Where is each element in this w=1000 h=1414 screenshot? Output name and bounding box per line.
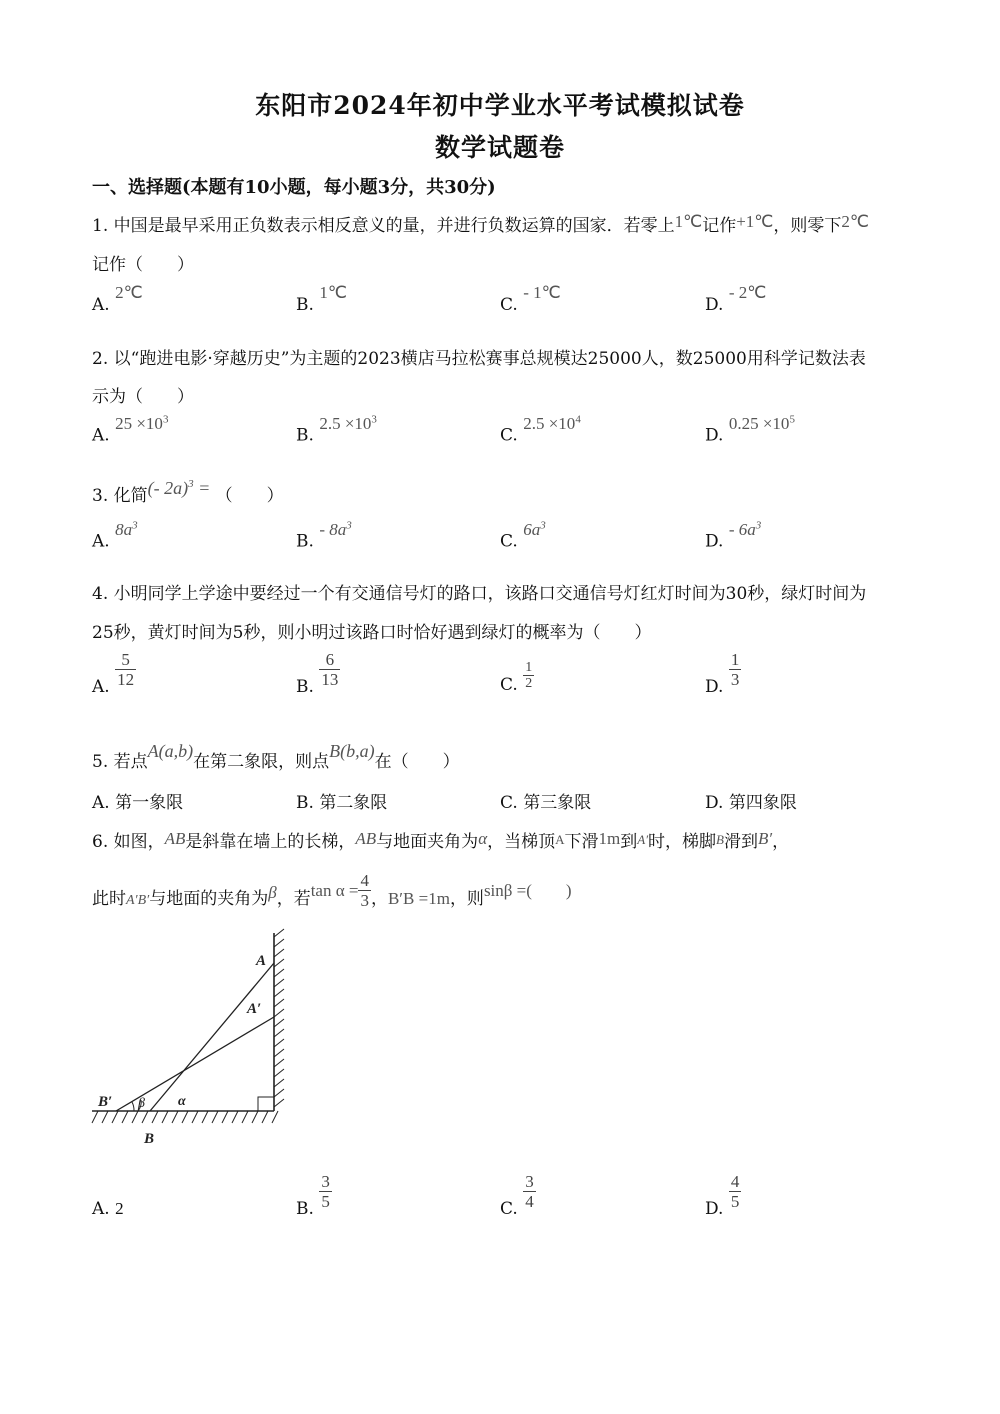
option-value: - 1℃ (523, 283, 561, 302)
fraction (729, 1172, 742, 1211)
q1-option-c[interactable] (500, 283, 561, 315)
q6-text: 与地面的夹角为 (149, 889, 269, 909)
question-6-line2 (92, 862, 572, 912)
q6-option-d[interactable] (705, 1172, 741, 1219)
q6-text: 6. 如图， (92, 832, 165, 852)
option-label: C. (500, 531, 518, 552)
option-exponent: 5 (789, 413, 795, 425)
option-label: D. (705, 677, 724, 697)
option-label: D. (705, 793, 724, 813)
q1-text-a: 1. 中国是最早采用正负数表示相反意义的量，并进行负数运算的国家．若零上 (92, 216, 675, 236)
option-label: D. (705, 531, 724, 552)
option-value: 第二象限 (319, 793, 388, 813)
option-label: D. (705, 1199, 724, 1219)
option-exponent: 3 (371, 413, 377, 425)
option-exponent: 3 (755, 519, 762, 531)
option-base: 2.5 ×10 (319, 413, 372, 433)
q2-option-a[interactable] (92, 413, 168, 446)
question-2-line2: 示为（ ） (92, 387, 194, 407)
q6-option-a[interactable] (92, 1199, 124, 1219)
option-label: B. (296, 531, 314, 552)
figure-label-a: A (256, 953, 267, 969)
denominator: 12 (117, 670, 135, 689)
denominator: 2 (525, 676, 533, 691)
q6-text: 时，梯脚 (648, 832, 717, 852)
q6-alpha: α (478, 829, 488, 848)
q6-text: 是斜靠在墙上的长梯， (185, 832, 356, 852)
figure-label-b: B (144, 1131, 155, 1147)
numerator: 4 (360, 871, 369, 890)
fraction (319, 650, 340, 689)
option-label: A. (92, 677, 110, 697)
q3-option-a[interactable] (92, 519, 138, 552)
option-exponent: 3 (346, 519, 352, 531)
option-label: B. (296, 425, 314, 446)
option-value: 第三象限 (523, 793, 592, 813)
exam-subtitle: 数学试题卷 (434, 133, 565, 162)
q1-text-b: 记作 (702, 216, 737, 236)
option-exponent: 3 (540, 519, 546, 531)
option-base: 2.5 ×10 (523, 413, 576, 433)
q6-text: ， (772, 832, 790, 852)
numerator: 4 (730, 1172, 740, 1191)
option-label: C. (500, 295, 518, 315)
denominator: 13 (321, 670, 339, 689)
fraction (729, 650, 742, 689)
question-5 (92, 741, 460, 772)
option-value: 第一象限 (115, 793, 184, 813)
q2-option-c[interactable] (500, 413, 581, 446)
q5-suffix: 在（ ） (374, 752, 460, 772)
q4-option-c[interactable] (500, 660, 534, 695)
q6-sin-expr: sinβ =( ) (483, 881, 572, 900)
option-label: B. (296, 677, 314, 697)
option-label: B. (296, 1199, 314, 1219)
denominator: 3 (360, 891, 369, 910)
q1-value-3: 2℃ (841, 212, 869, 231)
option-label: C. (500, 1199, 518, 1219)
denominator: 5 (321, 1192, 330, 1211)
option-value: - 2℃ (728, 283, 767, 302)
q6-text: ，若 (276, 889, 311, 909)
option-base: 25 ×10 (115, 413, 163, 433)
q6-text: ，当梯顶 (487, 832, 556, 852)
option-value: 2 (115, 1199, 124, 1218)
q5-point-a: A(a,b) (147, 741, 194, 761)
q2-option-b[interactable] (296, 413, 377, 446)
question-4-line2: 25秒，黄灯时间为5秒，则小明过该路口时恰好遇到绿灯的概率为（ ） (92, 623, 652, 643)
q6-text: ，则 (449, 889, 484, 909)
option-label: A. (92, 793, 110, 813)
q4-option-b[interactable] (296, 650, 340, 697)
option-label: C. (500, 793, 518, 813)
q6-tan-lhs: tan α = (310, 881, 359, 900)
numerator: 6 (325, 650, 335, 669)
fraction (115, 650, 136, 689)
q3-prefix: 3. 化简 (92, 486, 148, 506)
q6-beta: β (268, 883, 277, 902)
exam-title: 东阳市2024年初中学业水平考试模拟试卷 (255, 91, 745, 120)
denominator: 4 (525, 1192, 534, 1211)
ground-hatching (92, 1111, 278, 1123)
option-exponent: 3 (132, 519, 138, 531)
q3-option-b[interactable] (296, 519, 352, 552)
option-label: A. (92, 1199, 110, 1219)
q2-option-d[interactable] (705, 413, 795, 446)
numerator: 3 (525, 1172, 534, 1191)
figure-label-alpha: α (178, 1094, 186, 1109)
question-1-line1 (92, 211, 869, 236)
q5-point-b: B(b,a) (329, 741, 375, 761)
option-base: 0.25 ×10 (728, 413, 790, 433)
q3-suffix: （ ） (215, 486, 284, 506)
q3-expr-exp: 3 (188, 478, 194, 490)
q3-expr-eq: = (193, 478, 211, 498)
option-base: - 6a (728, 519, 756, 539)
q6-text: 与地面夹角为 (376, 832, 479, 852)
option-label: A. (92, 531, 110, 552)
figure-label-beta: β (138, 1096, 145, 1111)
fraction (523, 660, 534, 691)
question-1-line2: 记作（ ） (92, 255, 194, 275)
wall-hatching (274, 929, 284, 1107)
option-label: B. (296, 295, 314, 315)
q6-option-c[interactable] (500, 1172, 536, 1219)
q3-expr-base: (- 2a) (147, 478, 189, 498)
q4-option-d[interactable] (705, 650, 741, 697)
q5-option-c[interactable] (500, 788, 591, 813)
option-label: D. (705, 295, 724, 315)
figure-label-a-prime: A′ (247, 1001, 262, 1017)
option-label: C. (500, 425, 518, 446)
q6-text: 下滑 (564, 832, 599, 852)
option-label: D. (705, 425, 724, 446)
q5-option-d[interactable] (705, 788, 797, 813)
q6-option-b[interactable] (296, 1172, 332, 1219)
q6-segment-apbp: A′B′ (126, 893, 150, 908)
option-base: 8a (115, 519, 133, 539)
q1-text-c: ，则零下 (773, 216, 842, 236)
q5-mid: 在第二象限，则点 (193, 752, 330, 772)
q6-point-a: A (555, 832, 565, 847)
q1-value-2: +1℃ (736, 212, 774, 231)
question-6-line1 (92, 827, 789, 852)
q3-option-c[interactable] (500, 519, 546, 552)
q6-text: ， (370, 889, 388, 909)
q6-text: 此时 (92, 889, 126, 909)
q6-point-b-prime: B′ (758, 829, 773, 848)
numerator: 5 (121, 650, 130, 669)
fraction (319, 1172, 332, 1211)
denominator: 3 (730, 670, 740, 689)
q5-prefix: 5. 若点 (92, 752, 148, 772)
q6-point-a-prime: A′ (637, 832, 649, 847)
option-label: B. (296, 793, 314, 813)
q1-option-a[interactable] (92, 283, 143, 315)
question-2-line1: 2. 以“跑进电影·穿越历史”为主题的2023横店马拉松赛事总规模达25000人，数25000用科学记数法表 (92, 349, 866, 369)
q6-length: 1m (598, 829, 621, 848)
q6-point-b: B (716, 832, 724, 847)
option-exponent: 4 (575, 413, 581, 425)
ladder-figure (88, 925, 298, 1150)
q5-option-b[interactable] (296, 788, 387, 813)
option-label: A. (92, 425, 110, 446)
beta-arc (132, 1102, 134, 1111)
question-3 (92, 478, 284, 506)
question-4-line1: 4. 小明同学上学途中要经过一个有交通信号灯的路口，该路口交通信号灯红灯时间为30秒，绿灯时间为 (92, 584, 867, 604)
option-exponent: 3 (162, 413, 169, 425)
option-value: 1℃ (319, 283, 347, 302)
section-heading: 一、选择题(本题有10小题，每小题3分，共30分) (92, 177, 496, 198)
q1-value-1: 1℃ (674, 212, 703, 231)
q1-option-d[interactable] (705, 283, 766, 315)
right-angle-marker (258, 1097, 274, 1111)
q6-text: 到 (620, 832, 638, 852)
option-label: C. (500, 675, 518, 695)
q6-ab: AB (164, 829, 186, 848)
q5-option-a[interactable] (92, 788, 183, 813)
option-base: - 8a (319, 519, 347, 539)
figure-label-b-prime: B′ (98, 1094, 113, 1110)
ladder-ab (150, 963, 274, 1111)
q3-option-d[interactable] (705, 519, 761, 552)
q1-option-b[interactable] (296, 283, 347, 315)
q4-option-a[interactable] (92, 650, 136, 697)
option-value: 第四象限 (728, 793, 797, 813)
denominator: 5 (730, 1192, 740, 1211)
numerator: 3 (321, 1172, 330, 1191)
option-label: A. (92, 295, 110, 315)
fraction (523, 1172, 536, 1211)
option-base: 6a (523, 519, 541, 539)
q6-tan-fraction (358, 871, 371, 910)
q6-text: 滑到 (724, 832, 758, 852)
numerator: 1 (730, 650, 740, 669)
q6-ab: AB (355, 829, 377, 848)
numerator: 1 (525, 660, 533, 675)
q6-bpb: B′B =1m (387, 889, 450, 908)
option-value: 2℃ (115, 283, 143, 302)
